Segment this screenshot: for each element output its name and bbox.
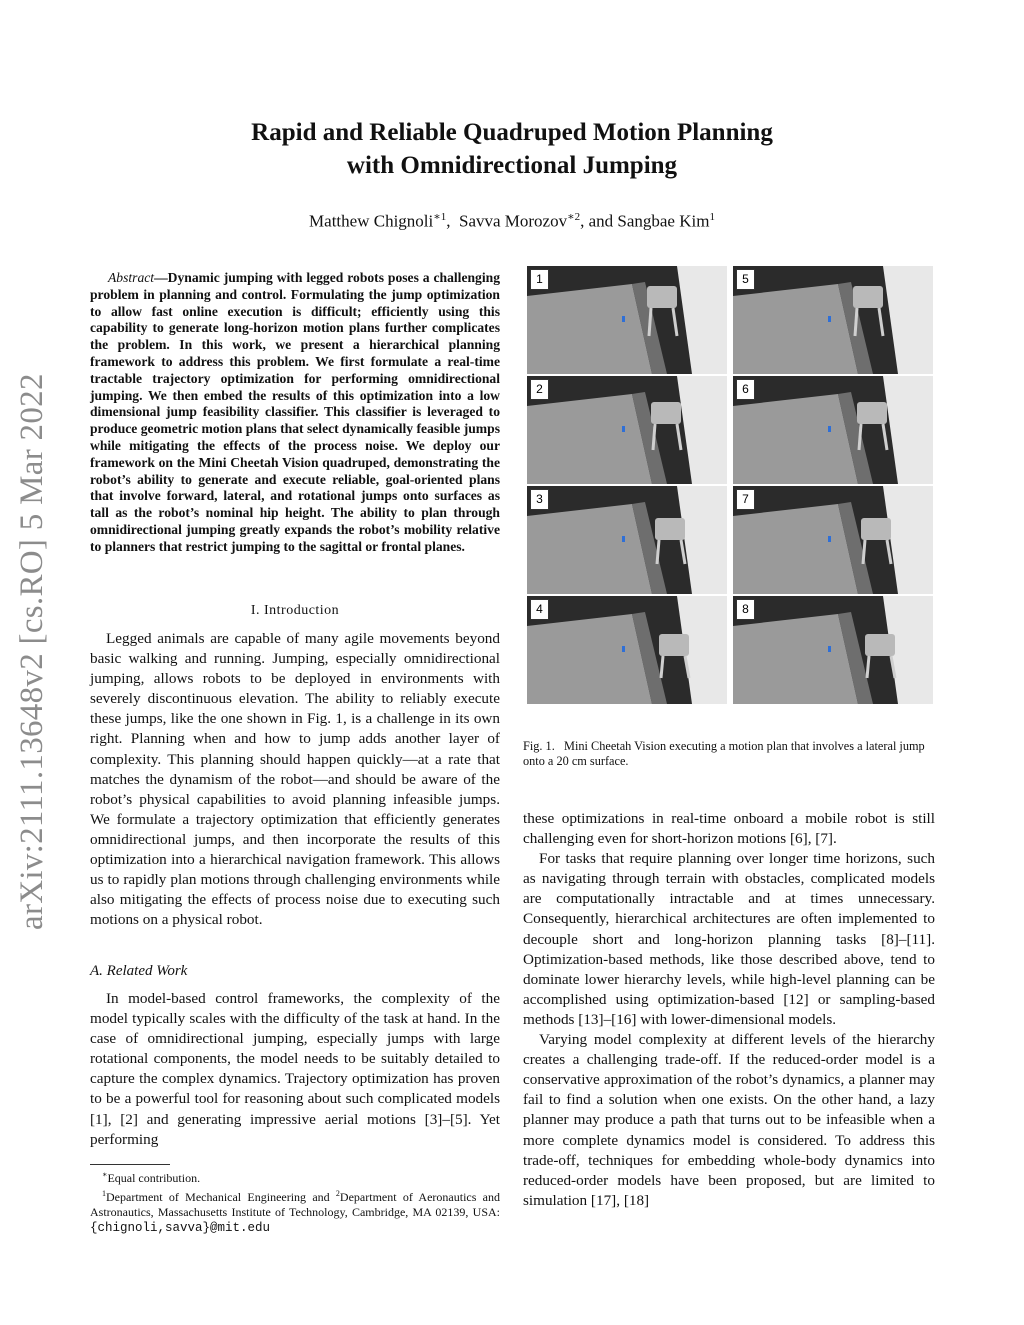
subsection-heading-related-work: A. Related Work xyxy=(90,963,188,979)
arxiv-identifier: arXiv:2111.13648v2 [cs.RO] 5 Mar 2022 xyxy=(14,373,50,930)
right-paragraph-2: For tasks that require planning over longer time horizons, such as navigating through terrain with obstacles, complicated models are computationally intractable and at times unnecessary. Consequently, hierarchical architectures are often implemented to decouple short and long-horizon planning tasks [8]–[11]. Optimization-based methods, like those described above, tend to dominate lower hierarchy levels, while high-level planning can be accomplished using optimization-based [12] or sampling-based methods [13]–[16] with lower-dimensional models. xyxy=(523,850,935,1028)
abstract-label: Abstract xyxy=(108,270,155,285)
panel-number-badge: 6 xyxy=(736,379,755,400)
figure-panel-2 xyxy=(527,376,727,484)
title-line-2: with Omnidirectional Jumping xyxy=(346,152,678,179)
figure-panel-3 xyxy=(527,486,727,594)
related-paragraph: In model-based control frameworks, the complexity of the model typically scales with the difficulty of the task at hand. In the case of omnidirectional jumping, especially jumps with large rotational components, the model needs to be suitably detailed to capture the complex dynamics. Trajectory optimization has proven to be a powerful tool for reasoning about such complicated models [1], [2] and generating impressive aerial motions [3]–[5]. Yet performing xyxy=(90,990,500,1148)
footnote-equal xyxy=(90,1167,500,1186)
section-heading-introduction: I. Introduction xyxy=(250,603,340,618)
author-1: Matthew Chignoli xyxy=(309,211,434,231)
right-paragraph-1: these optimizations in real-time onboard a mobile robot is still challenging even for short-horizon motions [6], [7]. xyxy=(523,810,935,848)
panel-number-badge: 8 xyxy=(736,599,755,620)
footnotes xyxy=(90,1167,500,1236)
photo-scene xyxy=(527,266,727,374)
photo-scene xyxy=(733,596,933,704)
abstract-dash: — xyxy=(154,270,168,285)
figure-panel-8 xyxy=(733,596,933,704)
author-list: Matthew Chignoli$^{∗1}$, Savva Morozov$^{∗2}$, and Sangbae Kim$^1$ xyxy=(309,211,715,231)
photo-scene xyxy=(527,376,727,484)
figure-panel-4 xyxy=(527,596,727,704)
caption-text: Mini Cheetah Vision executing a motion plan that involves a lateral jump onto a 20 cm surface. xyxy=(523,739,925,768)
author-1-mark: ∗1 xyxy=(433,211,447,223)
photo-scene xyxy=(733,266,933,374)
panel-number-badge: 4 xyxy=(530,599,549,620)
figure-1 xyxy=(527,266,933,724)
footnote-divider xyxy=(90,1164,170,1165)
figure-caption xyxy=(523,739,935,769)
photo-scene xyxy=(733,486,933,594)
author-2: Savva Morozov xyxy=(458,211,568,231)
caption-label: Fig. 1. xyxy=(523,739,555,753)
intro-paragraph: Legged animals are capable of many agile movements beyond basic walking and running. Jumping, especially omnidirectional jumping, allows robots to be deployed in environments with severely discontinuous elevation. The ability to reliably execute these jumps, like the one shown in Fig. 1, is a challenge in its own right. Planning when and how to jump adds another layer of complexity. This planning should happen quickly—at a rate that matches the dynamism of the robot—and should be aware of the robot’s physical capabilities to avoid planning infeasible jumps. We formulate a trajectory optimization that efficiently generates omnidirectional jumps, and then incorporate the results of this optimization into a hierarchical navigation framework. This allows us to rapidly plan motions through challenging environments while also mitigating the effects of process noise due to executing such motions on a physical robot. xyxy=(90,630,500,929)
photo-scene xyxy=(733,376,933,484)
title-line-1: Rapid and Reliable Quadruped Motion Planning xyxy=(251,119,773,146)
aff1-mark: 1 xyxy=(102,1189,106,1198)
figure-panel-5 xyxy=(733,266,933,374)
right-column-body xyxy=(523,809,935,1211)
introduction-body xyxy=(90,629,500,930)
figure-panel-7 xyxy=(733,486,933,594)
email-link[interactable]: {chignoli,savva}@mit.edu xyxy=(90,1221,271,1235)
aff2-mark: 2 xyxy=(335,1189,340,1198)
author-3-mark: 1 xyxy=(709,211,715,223)
panel-number-badge: 7 xyxy=(736,489,755,510)
figure-panel-1 xyxy=(527,266,727,374)
panel-number-badge: 5 xyxy=(736,269,755,290)
panel-number-badge: 2 xyxy=(530,379,549,400)
abstract-text: Dynamic jumping with legged robots poses a challenging problem in planning and control. Formulating the jump optimization to allow fast online execution is difficult; efficiently using this capability to generate long-horizon motion plans further complicates the problem. In this work, we present a hierarchical planning framework to address this problem. We first formulate a real-time tractable trajectory optimization for performing omnidirectional jumping. We then embed the results of this optimization into a low dimensional jump feasibility classifier. This classifier is leveraged to produce geometric motion plans that select dynamically feasible jumps while mitigating the effects of the process noise. We deploy our framework on the Mini Cheetah Vision quadruped, demonstrating the robot’s ability to generate and execute reliable, goal-oriented plans that involve forward, lateral, and rotational jumps onto surfaces as tall as the robot’s nominal hip height. The ability to plan through omnidirectional jumping greatly expands the robot’s mobility relative to planners that restrict jumping to the sagittal or frontal planes. xyxy=(90,270,500,554)
abstract xyxy=(90,270,500,556)
figure-panel-6 xyxy=(733,376,933,484)
author-3: and Sangbae Kim xyxy=(588,211,710,231)
panel-number-badge: 1 xyxy=(530,269,549,290)
panel-number-badge: 3 xyxy=(530,489,549,510)
footnote-affiliation xyxy=(90,1186,500,1236)
photo-scene xyxy=(527,596,727,704)
related-work-body xyxy=(90,989,500,1150)
photo-scene xyxy=(527,486,727,594)
equal-text: Equal contribution. xyxy=(107,1171,201,1185)
paper-title xyxy=(0,116,1024,182)
right-paragraph-3: Varying model complexity at different levels of the hierarchy creates a challenging trade-off. If the reduced-order model is a conservative approximation of the robot’s dynamics, a planner may fail to find a solution when one exists. On the other hand, a lazy planner may produce a path that turns out to be infeasible when a more complete dynamics model is considered. To address this trade-off, techniques for embedding whole-body dynamics into reduced-order models have been proposed, but are limited to simulation [17], [18] xyxy=(523,1031,935,1209)
author-2-mark: ∗2 xyxy=(567,211,581,223)
equal-mark: ∗ xyxy=(102,1170,108,1179)
aff2-text: Department of Aeronautics and Astronautics, Massachusetts Institute of Technology, Cambridge, MA 02139, USA: xyxy=(90,1190,500,1219)
aff1-text: Department of Mechanical Engineering and xyxy=(106,1190,336,1204)
